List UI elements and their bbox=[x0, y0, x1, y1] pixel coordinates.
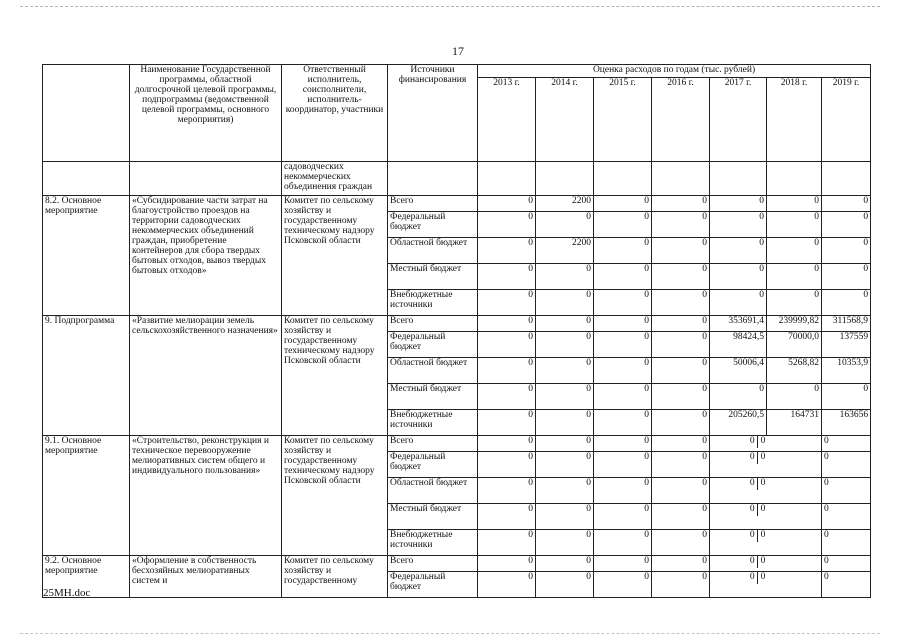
table-row: Местный бюджет 0 0 0 0 0 0 0 bbox=[43, 503, 871, 529]
header-year: 2014 г. bbox=[536, 77, 594, 161]
table-row: 9.2. Основное мероприятие «Оформление в собственность бесхозяйных мелиоративных систем и Комитет по сельскому хозяйству и государственному Всего 0 0 0 0 0 0 0 bbox=[43, 555, 871, 571]
scan-edge-top bbox=[20, 6, 880, 7]
table-row: Местный бюджет 0 0 0 0 0 0 0 bbox=[43, 383, 871, 409]
page-number: 17 bbox=[452, 44, 464, 58]
table-row: Федеральный бюджет 0 0 0 0 0 0 0 bbox=[43, 451, 871, 477]
header-year: 2018 г. bbox=[767, 77, 822, 161]
source-label: Местный бюджет bbox=[388, 383, 478, 409]
header-responsible: Ответственный исполнитель, соисполнители, исполнитель-координатор, участники bbox=[282, 65, 388, 162]
block-code: 9.1. Основное мероприятие bbox=[43, 435, 130, 555]
budget-table bbox=[42, 64, 871, 598]
cell-empty bbox=[130, 161, 282, 195]
header-sources: Источники финансирования bbox=[388, 65, 478, 162]
footer-filename: 25МН.doc bbox=[43, 587, 91, 599]
header-name: Наименование Государственной программы, областной долгосрочной целевой программы, подпрограммы (ведомственной целевой программы, основного мероприятия) bbox=[130, 65, 282, 162]
cell-empty bbox=[388, 161, 478, 195]
header-year: 2019 г. bbox=[822, 77, 871, 161]
table-row: Внебюджетные источники 0 0 0 0 205260,5 164731 163656 bbox=[43, 409, 871, 435]
block-responsible: Комитет по сельскому хозяйству и государственному техническому надзору Псковской области bbox=[282, 435, 388, 555]
block-name: «Развитие мелиорации земель сельскохозяйственного назначения» bbox=[130, 315, 282, 435]
source-label: Местный бюджет bbox=[388, 503, 478, 529]
continuation-text: садоводческих некоммерческих объединения граждан bbox=[282, 161, 388, 195]
table-row: Федеральный бюджет 0 0 0 0 0 0 0 bbox=[43, 571, 871, 597]
table-row: Федеральный бюджет 0 0 0 0 98424,5 70000,0 137559 bbox=[43, 331, 871, 357]
table-row: Областной бюджет 0 0 0 0 0 0 0 bbox=[43, 477, 871, 503]
block-name: «Оформление в собственность бесхозяйных мелиоративных систем и bbox=[130, 555, 282, 597]
header-estimate: Оценка расходов по годам (тыс. рублей) bbox=[478, 65, 871, 78]
block-code: 9.2. Основное мероприятие bbox=[43, 555, 130, 597]
source-label: Федеральный бюджет bbox=[388, 571, 478, 597]
source-label: Всего bbox=[388, 555, 478, 571]
source-label: Внебюджетные источники bbox=[388, 529, 478, 555]
block-responsible: Комитет по сельскому хозяйству и государственному bbox=[282, 555, 388, 597]
table-row: Областной бюджет 0 2200 0 0 0 0 0 bbox=[43, 237, 871, 263]
source-label: Всего bbox=[388, 435, 478, 451]
table-row: Местный бюджет 0 0 0 0 0 0 0 bbox=[43, 263, 871, 289]
block-responsible: Комитет по сельскому хозяйству и государственному техническому надзору Псковской области bbox=[282, 195, 388, 315]
block-code: 8.2. Основное мероприятие bbox=[43, 195, 130, 315]
block-name: «Строительство, реконструкция и техническое перевооружение мелиоративных систем общего и индивидуального пользования» bbox=[130, 435, 282, 555]
table-row: 8.2. Основное мероприятие «Субсидирование части затрат на благоустройство проездов на территории садоводческих некоммерческих объединений граждан, приобретение контейнеров для сбора твердых бытовых отходов, вывоз твердых бытовых отходов» Комитет по сельскому хозяйству и государственному техническому надзору Псковской области Всего 0 2200 0 0 0 0 0 bbox=[43, 195, 871, 211]
table-row: 9. Подпрограмма «Развитие мелиорации земель сельскохозяйственного назначения» Комитет по сельскому хозяйству и государственному техническому надзору Псковской области Всего 0 0 0 0 353691,4 239999,82 311568,9 bbox=[43, 315, 871, 331]
block-name: «Субсидирование части затрат на благоустройство проездов на территории садоводческих некоммерческих объединений граждан, приобретение контейнеров для сбора твердых бытовых отходов, вывоз твердых бытовых отходов» bbox=[130, 195, 282, 315]
source-label: Федеральный бюджет bbox=[388, 331, 478, 357]
header-year: 2016 г. bbox=[652, 77, 710, 161]
source-label: Федеральный бюджет bbox=[388, 451, 478, 477]
block-code: 9. Подпрограмма bbox=[43, 315, 130, 435]
table-row: Внебюджетные источники 0 0 0 0 0 0 0 bbox=[43, 289, 871, 315]
source-label: Внебюджетные источники bbox=[388, 289, 478, 315]
table-row: Внебюджетные источники 0 0 0 0 0 0 0 bbox=[43, 529, 871, 555]
table-row: Областной бюджет 0 0 0 0 50006,4 5268,82 10353,9 bbox=[43, 357, 871, 383]
source-label: Местный бюджет bbox=[388, 263, 478, 289]
source-label: Областной бюджет bbox=[388, 477, 478, 503]
table-row: 9.1. Основное мероприятие «Строительство, реконструкция и техническое перевооружение мелиоративных систем общего и индивидуального пользования» Комитет по сельскому хозяйству и государственному техническому надзору Псковской области Всего 0 0 0 0 0 0 0 bbox=[43, 435, 871, 451]
header-year: 2017 г. bbox=[710, 77, 767, 161]
source-label: Областной бюджет bbox=[388, 237, 478, 263]
block-responsible: Комитет по сельскому хозяйству и государственному техническому надзору Псковской области bbox=[282, 315, 388, 435]
source-label: Внебюджетные источники bbox=[388, 409, 478, 435]
table-row: Федеральный бюджет 0 0 0 0 0 0 0 bbox=[43, 211, 871, 237]
scan-edge-bottom bbox=[20, 633, 880, 634]
source-label: Всего bbox=[388, 195, 478, 211]
header-year: 2015 г. bbox=[594, 77, 652, 161]
source-label: Областной бюджет bbox=[388, 357, 478, 383]
budget-table-wrapper bbox=[42, 64, 870, 592]
source-label: Всего bbox=[388, 315, 478, 331]
cell-empty bbox=[43, 161, 130, 195]
header-empty bbox=[43, 65, 130, 162]
header-year: 2013 г. bbox=[478, 77, 536, 161]
source-label: Федеральный бюджет bbox=[388, 211, 478, 237]
